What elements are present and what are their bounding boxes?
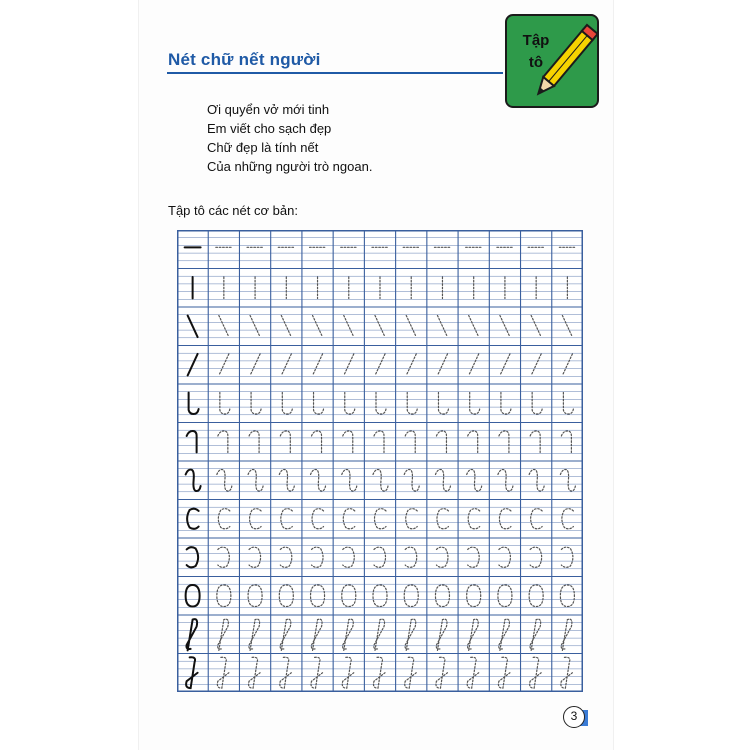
title-underline [167,72,503,74]
badge-label: Tập tô [522,32,550,71]
practice-grid-svg [177,230,583,692]
tap-to-badge [505,14,599,108]
exercise-instruction: Tập tô các nét cơ bản: [168,203,298,218]
page-title: Nét chữ nết người [168,50,321,69]
poem-line: Của những người trò ngoan. [207,159,373,174]
poem [207,100,372,176]
page-number: 3 [563,706,585,728]
poem-line: Em viết cho sạch đẹp [207,121,332,136]
poem-line: Ơi quyển vở mới tinh [207,102,330,117]
poem-line: Chữ đẹp là tính nết [207,140,319,155]
practice-grid [177,230,583,697]
